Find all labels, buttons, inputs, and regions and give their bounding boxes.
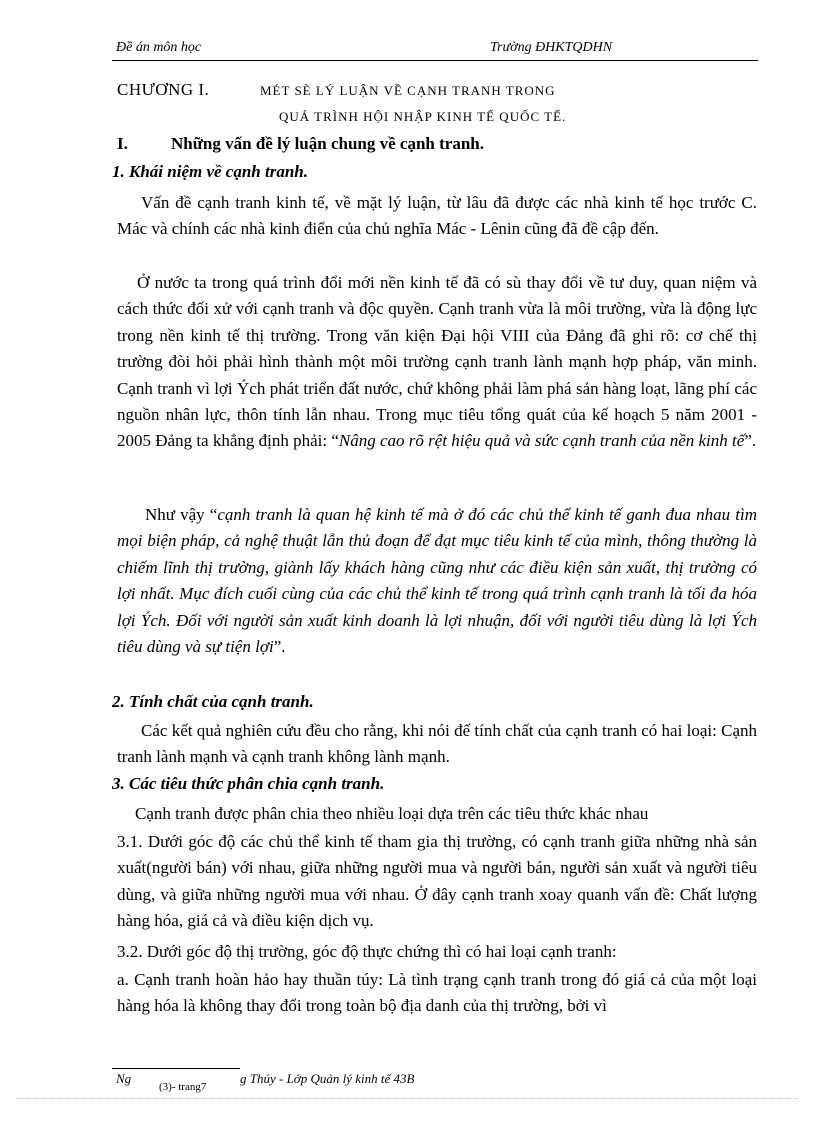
paragraph-1-1: Vấn đề cạnh tranh kinh tế, về mặt lý luận, từ lâu đã được các nhà kinh tế học trước C. Mác và chính các nhà kinh điển của chủ nghĩa Mác - Lênin cũng đã đề cập đến. <box>117 193 757 239</box>
header-course-label: Đề án môn học <box>116 40 202 55</box>
paragraph-1-3-quote: cạnh tranh là quan hệ kinh tế mà ở đó các chủ thể kinh tế ganh đua nhau tìm mọi biện pháp, cả nghệ thuật lẫn thủ đoạn để đạt mục tiêu kinh tế của mình, thông thường là chiếm lĩnh thị trường, giành lấy khách hàng cũng như các điều kiện sản xuất, thị trường có lợi nhất. Mục đích cuối cùng của các chủ thể kinh tế trong quá trình cạnh tranh là tối đa hóa lợi Ých. Đối với người sản xuất kinh doanh là lợi nhuận, đối với người tiêu dùng là lợi Ých tiêu dùng và sự tiện lợi <box>117 505 757 657</box>
paragraph-1-3-start: Như vậy “ <box>145 505 218 524</box>
paragraph-3-1: Cạnh tranh được phân chia theo nhiều loại dựa trên các tiêu thức khác nhau <box>135 804 649 823</box>
section-number: I. <box>117 134 128 153</box>
paragraph-3-2: 3.1. Dưới góc độ các chủ thể kinh tế tham gia thị trường, có cạnh tranh giữa những nhà sản xuất(người bán) với nhau, giữa những người mua và người bán, người sản xuất và người tiêu dùng, và giữa những người mua với nhau. Ở đây cạnh tranh xoay quanh vấn đề: Chất lượng hàng hóa, giá cả và điều kiện dịch vụ. <box>117 832 757 931</box>
subsection-1-heading: 1. Khái niệm về cạnh tranh. <box>112 162 309 181</box>
header-divider <box>112 60 758 61</box>
page-bottom-edge <box>18 1098 798 1099</box>
paragraph-3-3: 3.2. Dưới góc độ thị trường, góc độ thực chứng thì có hai loại cạnh tranh: <box>117 942 617 961</box>
subsection-3-heading: 3. Các tiêu thức phân chia cạnh tranh. <box>112 774 385 793</box>
paragraph-1-2-text: Ở nước ta trong quá trình đổi mới nền kinh tế đã có sù thay đổi về tư duy, quan niệm và cách thức đối xử với cạnh tranh và độc quyền. Cạnh tranh vừa là môi trường, vừa là động lực trong nền kinh tế thị trường. Trong văn kiện Đại hội VIII của Đảng đã ghi rõ: cơ chế thị trường đòi hỏi phải hình thành một môi trường cạnh tranh lành mạnh hợp pháp, văn minh. Cạnh tranh vì lợi Ých phát triển đất nước, chứ không phải làm phá sản hàng loạt, lãng phí các nguồn nhân lực, thôn tính lẫn nhau. Trong mục tiêu tổng quát của kế hoạch 5 năm 2001 - 2005 Đảng ta khẳng định phải: “ <box>117 273 757 451</box>
footer-page-number: (3)- trang7 <box>159 1081 207 1093</box>
footer-author-class: g Thúy - Lớp Quản lý kinh tế 43B <box>240 1071 415 1086</box>
paragraph-1-2-end: ”. <box>744 431 757 451</box>
paragraph-1-3 <box>117 502 757 660</box>
paragraph-3-4: a. Cạnh tranh hoàn hảo hay thuần túy: Là tình trạng cạnh tranh trong đó giá cả của một loại hàng hóa là không thay đổi trong toàn bộ địa danh của thị trường, bởi vì <box>117 970 757 1016</box>
section-title: Những vấn đề lý luận chung về cạnh tranh. <box>171 134 484 153</box>
subsection-2-heading: 2. Tính chất của cạnh tranh. <box>112 692 314 711</box>
paragraph-1-2-quote: Nâng cao rõ rệt hiệu quả và sức cạnh tranh của nền kinh tế <box>338 431 745 451</box>
footer-author-start: Ng <box>116 1071 132 1086</box>
chapter-title-line-1: MÉT SÈ LÝ LUẬN VỀ CẠNH TRANH TRONG <box>260 83 556 98</box>
footer-divider <box>112 1068 240 1069</box>
paragraph-2-1: Các kết quả nghiên cứu đều cho rằng, khi nói đế tính chất của cạnh tranh có hai loại: Cạnh tranh lành mạnh và cạnh tranh không lành mạnh. <box>117 721 757 767</box>
paragraph-1-3-end: ”. <box>273 637 286 657</box>
chapter-title-line-2: QUÁ TRÌNH HỘI NHẬP KINH TẾ QUỐC TẾ. <box>279 109 567 124</box>
section-heading <box>117 134 484 154</box>
chapter-label: CHƯƠNG I. <box>117 80 210 99</box>
paragraph-1-2 <box>117 270 757 455</box>
header-school-label: Trường ĐHKTQDHN <box>490 40 613 55</box>
